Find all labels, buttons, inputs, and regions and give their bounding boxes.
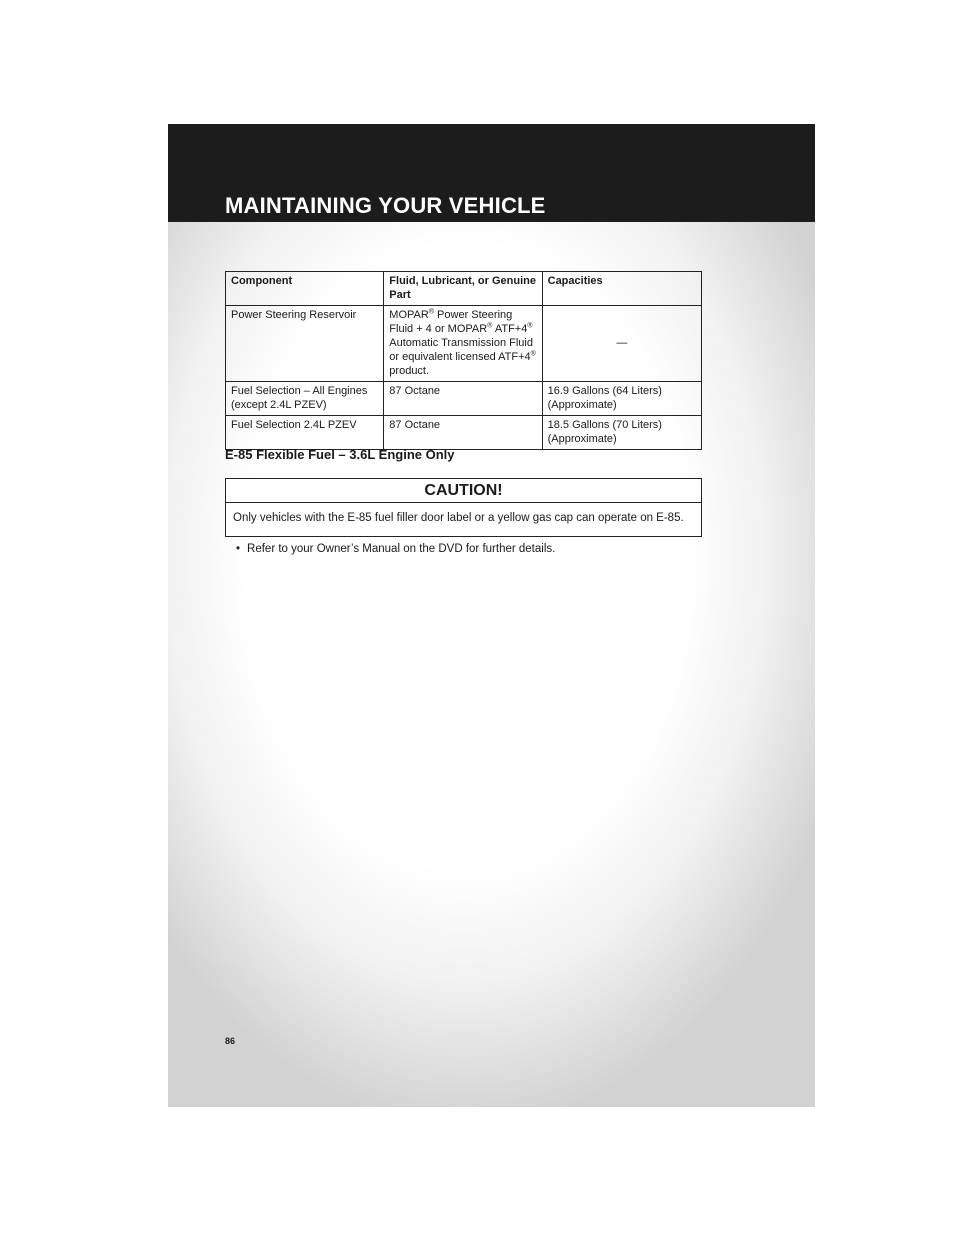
table-header-row (226, 272, 702, 306)
page-number: 86 (225, 1036, 236, 1046)
caution-text: Only vehicles with the E-85 fuel filler door label or a yellow gas cap can operate on E-85. (233, 512, 684, 524)
bullet-text: Refer to your Owner’s Manual on the DVD for further details. (247, 543, 556, 555)
table-row (226, 306, 702, 382)
table-row (226, 382, 702, 416)
cell-fluid: MOPAR® Power Steering Fluid + 4 or MOPAR® ATF+4® Automatic Transmission Fluid or equivalent licensed ATF+4® product. (384, 306, 542, 382)
cell-capacity: 16.9 Gallons (64 Liters) (Approximate) (542, 382, 701, 416)
page-title: MAINTAINING YOUR VEHICLE (225, 193, 546, 218)
column-header-component: Component (226, 272, 384, 306)
column-header-fluid: Fluid, Lubricant, or Genuine Part (384, 272, 542, 306)
table-row (226, 416, 702, 450)
bullet-item (236, 543, 555, 555)
cell-component: Fuel Selection – All Engines (except 2.4L PZEV) (226, 382, 384, 416)
header-band (168, 124, 815, 222)
caution-box (225, 478, 702, 537)
cell-fluid: 87 Octane (384, 416, 542, 450)
bullet-dot-icon: • (236, 543, 241, 555)
section-heading: E-85 Flexible Fuel – 3.6L Engine Only (225, 447, 455, 462)
cell-capacity: — (542, 306, 701, 382)
manual-page (168, 124, 815, 1107)
cell-fluid: 87 Octane (384, 382, 542, 416)
cell-capacity: 18.5 Gallons (70 Liters) (Approximate) (542, 416, 701, 450)
cell-component: Power Steering Reservoir (226, 306, 384, 382)
caution-title: CAUTION! (226, 479, 701, 503)
cell-component: Fuel Selection 2.4L PZEV (226, 416, 384, 450)
fluid-capacities-table (225, 271, 702, 450)
column-header-capacities: Capacities (542, 272, 701, 306)
